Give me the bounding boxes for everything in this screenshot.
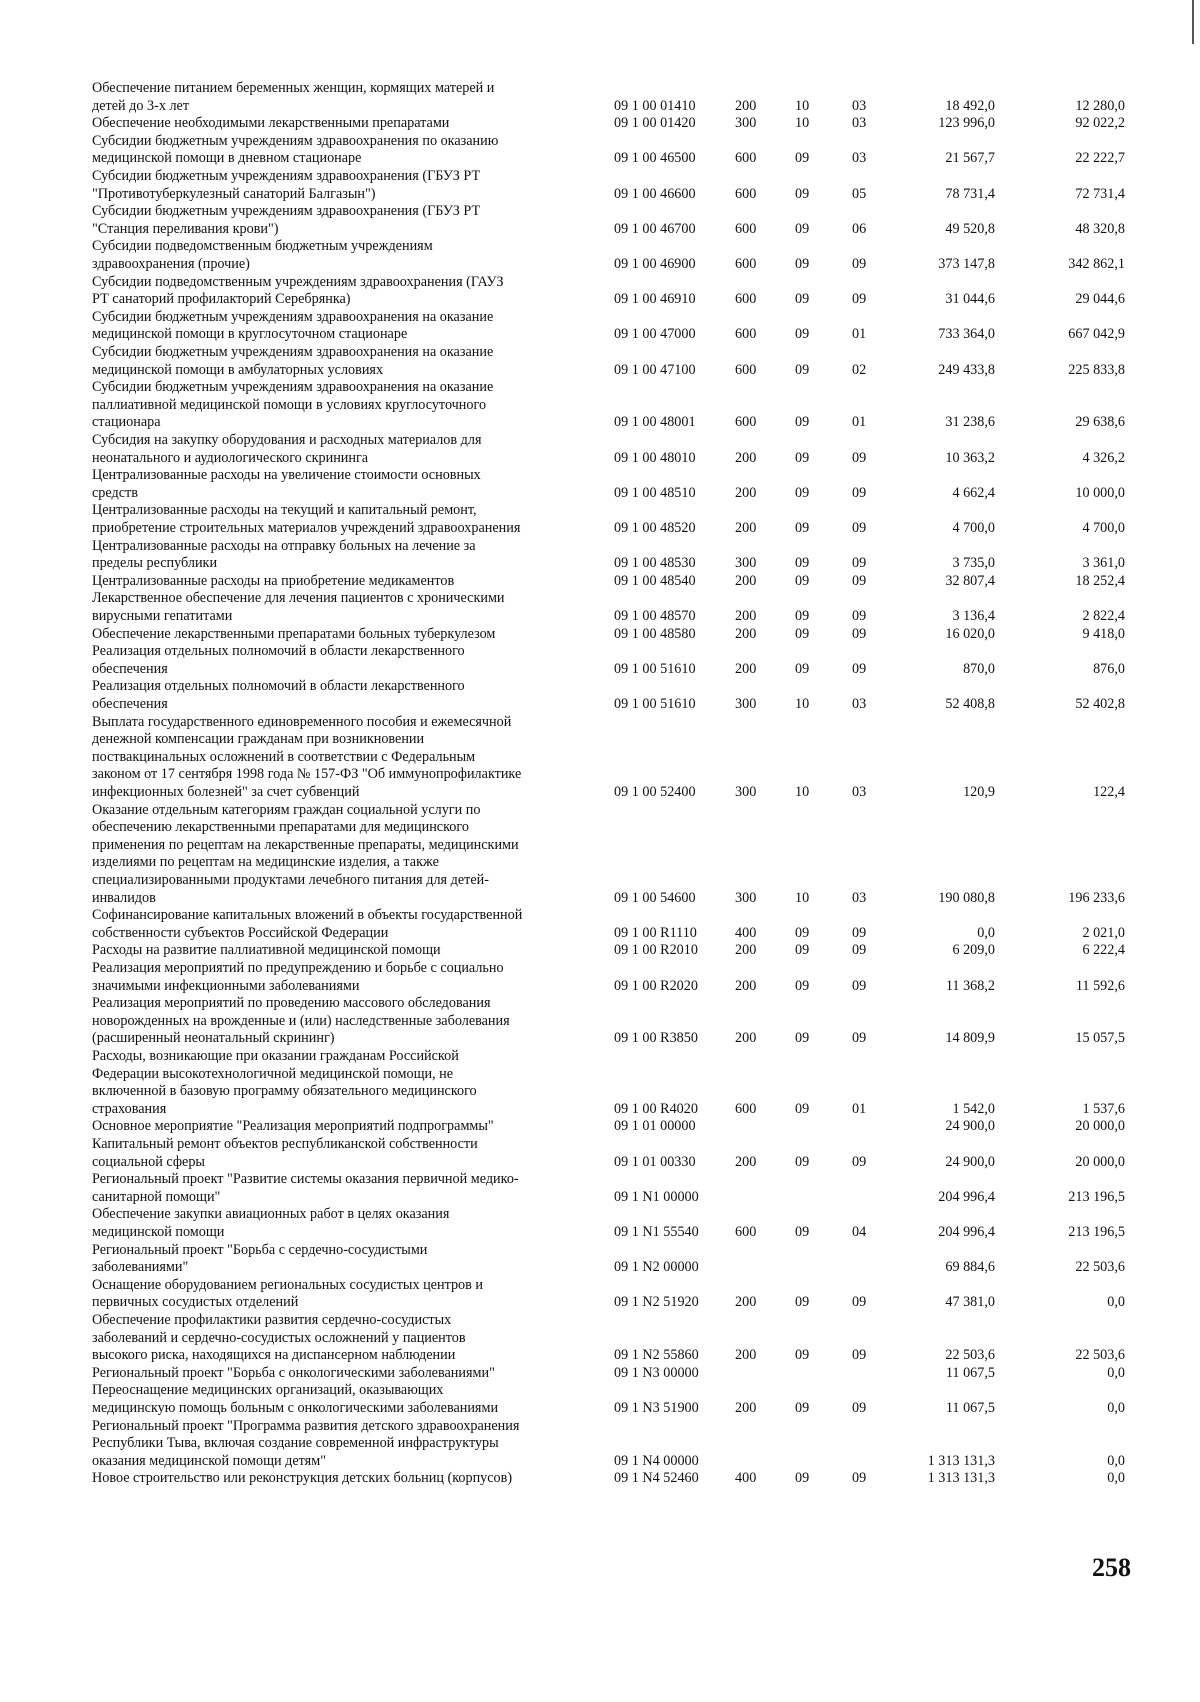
- amount-year-2: 52 402,8: [1075, 695, 1125, 712]
- table-row: [0, 1382, 1200, 1417]
- table-row: [0, 1470, 1200, 1488]
- subsection-code: 03: [852, 695, 867, 712]
- expense-type-code: 300: [735, 115, 757, 132]
- target-article-code: 09 1 00 46900: [614, 255, 696, 272]
- section-code: 10: [795, 889, 810, 906]
- target-article-code: 09 1 N4 00000: [614, 1452, 699, 1469]
- amount-year-2: 29 044,6: [1075, 291, 1125, 308]
- expense-type-code: 300: [735, 784, 757, 800]
- expense-type-code: 600: [735, 1223, 757, 1240]
- row-description: Основное мероприятие "Реализация мероприятий подпрограммы": [92, 1118, 494, 1135]
- table-row: [0, 1171, 1200, 1206]
- section-code: 09: [795, 326, 810, 343]
- table-row: [0, 1136, 1200, 1171]
- target-article-code: 09 1 00 51610: [614, 695, 696, 712]
- section-code: 09: [795, 519, 810, 536]
- target-article-code: 09 1 N4 52460: [614, 1470, 699, 1487]
- target-article-code: 09 1 00 48530: [614, 555, 696, 572]
- amount-year-1: 204 996,4: [938, 1223, 995, 1240]
- row-description: Выплата государственного единовременного пособия и ежемесячной денежной компенсации гражданам при возникновении поствакцинальных осложнений в соответствии с Федеральным законом от 17 сентября 1998 года № 157-ФЗ "Об иммунопрофилактике инфекционных болезней" за счет субвенций: [92, 713, 522, 800]
- expense-type-code: 300: [735, 555, 757, 572]
- subsection-code: 09: [852, 484, 867, 501]
- subsection-code: 09: [852, 607, 867, 624]
- amount-year-2: 213 196,5: [1068, 1223, 1125, 1240]
- row-description: Субсидии подведомственным бюджетным учреждениям здравоохранения (прочие): [92, 238, 433, 272]
- amount-year-1: 16 020,0: [945, 625, 995, 642]
- row-description: Реализация мероприятий по предупреждению и борьбе с социально значимыми инфекционными заболеваниями: [92, 960, 504, 994]
- section-code: 09: [795, 1399, 810, 1416]
- target-article-code: 09 1 00 01420: [614, 115, 696, 132]
- section-code: 09: [795, 484, 810, 501]
- table-row: [0, 502, 1200, 537]
- amount-year-1: 204 996,4: [938, 1188, 995, 1205]
- subsection-code: 09: [852, 1347, 867, 1364]
- expense-type-code: 400: [735, 924, 757, 941]
- amount-year-1: 11 067,5: [945, 1364, 995, 1381]
- amount-year-1: 373 147,8: [938, 255, 995, 272]
- target-article-code: 09 1 N3 51900: [614, 1399, 699, 1416]
- target-article-code: 09 1 00 54600: [614, 889, 696, 906]
- row-description: Централизованные расходы на текущий и капитальный ремонт, приобретение строительных материалов учреждений здравоохранения: [92, 502, 521, 536]
- amount-year-1: 10 363,2: [945, 449, 995, 466]
- amount-year-2: 2 021,0: [1082, 924, 1125, 941]
- amount-year-2: 122,4: [1093, 784, 1125, 800]
- amount-year-1: 31 044,6: [945, 291, 995, 308]
- amount-year-2: 0,0: [1107, 1294, 1125, 1311]
- target-article-code: 09 1 00 48570: [614, 607, 696, 624]
- row-description: Оснащение оборудованием региональных сосудистых центров и первичных сосудистых отделений: [92, 1276, 483, 1311]
- amount-year-2: 342 862,1: [1068, 255, 1125, 272]
- amount-year-1: 21 567,7: [945, 150, 995, 167]
- table-row: [0, 1242, 1200, 1277]
- section-code: 09: [795, 220, 810, 237]
- section-code: 09: [795, 1223, 810, 1240]
- amount-year-1: 22 503,6: [945, 1347, 995, 1364]
- subsection-code: 09: [852, 942, 867, 959]
- amount-year-1: 3 136,4: [952, 607, 995, 624]
- amount-year-1: 1 313 131,3: [927, 1470, 995, 1487]
- row-description: Расходы, возникающие при оказании гражданам Российской Федерации высокотехнологичной медицинской помощи, не включенной в базовую программу обязательного медицинского страхования: [92, 1048, 477, 1117]
- amount-year-1: 4 700,0: [952, 519, 995, 536]
- expense-type-code: 600: [735, 326, 757, 343]
- subsection-code: 09: [852, 519, 867, 536]
- amount-year-2: 18 252,4: [1075, 572, 1125, 589]
- expense-type-code: 200: [735, 97, 757, 114]
- amount-year-2: 11 592,6: [1075, 977, 1125, 994]
- table-row: [0, 995, 1200, 1048]
- table-row: [0, 80, 1200, 115]
- amount-year-2: 72 731,4: [1075, 185, 1125, 202]
- row-description: Новое строительство или реконструкция детских больниц (корпусов): [92, 1470, 513, 1487]
- amount-year-1: 47 381,0: [945, 1294, 995, 1311]
- subsection-code: 09: [852, 555, 867, 572]
- row-description: Субсидия на закупку оборудования и расходных материалов для неонатального и аудиологического скрининга: [92, 432, 482, 466]
- row-description: Централизованные расходы на увеличение стоимости основных средств: [92, 467, 481, 501]
- target-article-code: 09 1 N2 51920: [614, 1294, 699, 1311]
- subsection-code: 09: [852, 291, 867, 308]
- table-row: [0, 274, 1200, 309]
- table-row: [0, 626, 1200, 644]
- table-row: [0, 960, 1200, 995]
- expense-type-code: 300: [735, 695, 757, 712]
- subsection-code: 03: [852, 115, 867, 132]
- amount-year-2: 15 057,5: [1075, 1030, 1125, 1047]
- amount-year-2: 20 000,0: [1075, 1153, 1125, 1170]
- table-row: [0, 1048, 1200, 1118]
- subsection-code: 09: [852, 1030, 867, 1047]
- table-row: [0, 115, 1200, 133]
- amount-year-2: 92 022,2: [1075, 115, 1125, 132]
- subsection-code: 09: [852, 1153, 867, 1170]
- amount-year-1: 31 238,6: [945, 414, 995, 431]
- section-code: 09: [795, 942, 810, 959]
- target-article-code: 09 1 00 48010: [614, 449, 696, 466]
- amount-year-2: 225 833,8: [1068, 361, 1125, 378]
- amount-year-1: 4 662,4: [952, 484, 995, 501]
- amount-year-2: 0,0: [1107, 1364, 1125, 1381]
- target-article-code: 09 1 N2 55860: [614, 1347, 699, 1364]
- row-description: Субсидии бюджетным учреждениям здравоохранения (ГБУЗ РТ "Противотуберкулезный санаторий Балгазын"): [92, 168, 481, 202]
- amount-year-1: 123 996,0: [938, 115, 995, 132]
- target-article-code: 09 1 00 48510: [614, 484, 696, 501]
- section-code: 09: [795, 414, 810, 431]
- section-code: 09: [795, 660, 810, 677]
- target-article-code: 09 1 00 52400: [614, 784, 696, 800]
- target-article-code: 09 1 00 48540: [614, 572, 696, 589]
- target-article-code: 09 1 00 47000: [614, 326, 696, 343]
- expense-type-code: 200: [735, 449, 757, 466]
- table-row: [0, 714, 1200, 802]
- subsection-code: 09: [852, 572, 867, 589]
- expense-type-code: 600: [735, 185, 757, 202]
- row-description: Переоснащение медицинских организаций, оказывающих медицинскую помощь больным с онкологическими заболеваниями: [92, 1382, 499, 1416]
- target-article-code: 09 1 00 R2010: [614, 942, 698, 959]
- amount-year-1: 870,0: [963, 660, 995, 677]
- table-row: [0, 1312, 1200, 1365]
- expense-type-code: 600: [735, 150, 757, 167]
- section-code: 09: [795, 625, 810, 642]
- subsection-code: 03: [852, 784, 867, 800]
- expense-type-code: 200: [735, 1399, 757, 1416]
- section-code: 09: [795, 1100, 810, 1117]
- table-row: [0, 643, 1200, 678]
- scan-edge-mark: [1192, 0, 1194, 44]
- row-description: Региональный проект "Программа развития детского здравоохранения Республики Тыва, включая создание современной инфраструктуры оказания медицинской помощи детям": [92, 1417, 520, 1469]
- amount-year-1: 52 408,8: [945, 695, 995, 712]
- target-article-code: 09 1 00 48580: [614, 625, 696, 642]
- section-code: 09: [795, 1030, 810, 1047]
- amount-year-1: 69 884,6: [945, 1259, 995, 1276]
- row-description: Оказание отдельным категориям граждан социальной услуги по обеспечению лекарственными препаратами для медицинского применения по рецептам на лекарственные препараты, медицинскими изделиями по рецептам на медицинские изделия, а также специализированными продуктами лечебного питания для детей- инвалидов: [92, 801, 519, 906]
- table-row: [0, 1118, 1200, 1136]
- section-code: 09: [795, 361, 810, 378]
- row-description: Реализация отдельных полномочий в области лекарственного обеспечения: [92, 678, 465, 712]
- section-code: 09: [795, 607, 810, 624]
- table-row: [0, 1418, 1200, 1471]
- amount-year-1: 49 520,8: [945, 220, 995, 237]
- amount-year-2: 48 320,8: [1075, 220, 1125, 237]
- target-article-code: 09 1 00 46910: [614, 291, 696, 308]
- amount-year-2: 876,0: [1093, 660, 1125, 677]
- subsection-code: 09: [852, 660, 867, 677]
- row-description: Реализация отдельных полномочий в области лекарственного обеспечения: [92, 643, 465, 677]
- target-article-code: 09 1 01 00000: [614, 1118, 696, 1135]
- target-article-code: 09 1 N1 55540: [614, 1223, 699, 1240]
- section-code: 09: [795, 150, 810, 167]
- table-row: [0, 467, 1200, 502]
- amount-year-1: 190 080,8: [938, 889, 995, 906]
- section-code: 09: [795, 1470, 810, 1487]
- amount-year-2: 29 638,6: [1075, 414, 1125, 431]
- target-article-code: 09 1 00 R3850: [614, 1030, 698, 1047]
- section-code: 09: [795, 572, 810, 589]
- page-number: 258: [1092, 1553, 1131, 1582]
- subsection-code: 09: [852, 449, 867, 466]
- target-article-code: 09 1 00 51610: [614, 660, 696, 677]
- table-row: [0, 344, 1200, 379]
- section-code: 09: [795, 1347, 810, 1364]
- amount-year-2: 22 503,6: [1075, 1259, 1125, 1276]
- table-row: [0, 168, 1200, 203]
- section-code: 10: [795, 97, 810, 114]
- row-description: Региональный проект "Борьба с сердечно-сосудистыми заболеваниями": [92, 1241, 428, 1276]
- expense-type-code: 200: [735, 484, 757, 501]
- amount-year-2: 1 537,6: [1082, 1100, 1125, 1117]
- subsection-code: 04: [852, 1223, 867, 1240]
- table-row: [0, 1206, 1200, 1241]
- amount-year-1: 120,9: [963, 784, 995, 800]
- row-description: Обеспечение лекарственными препаратами больных туберкулезом: [92, 625, 496, 642]
- row-description: Софинансирование капитальных вложений в объекты государственной собственности субъектов Российской Федерации: [92, 907, 523, 941]
- table-row: [0, 942, 1200, 960]
- target-article-code: 09 1 00 48520: [614, 519, 696, 536]
- expense-type-code: 600: [735, 414, 757, 431]
- table-row: [0, 379, 1200, 432]
- amount-year-2: 12 280,0: [1075, 97, 1125, 114]
- target-article-code: 09 1 N3 00000: [614, 1364, 699, 1381]
- table-row: [0, 678, 1200, 713]
- row-description: Субсидии подведомственным учреждениям здравоохранения (ГАУЗ РТ санаторий профилакторий Серебрянка): [92, 273, 504, 308]
- expense-type-code: 200: [735, 660, 757, 677]
- expense-type-code: 600: [735, 1100, 757, 1117]
- amount-year-2: 22 503,6: [1075, 1347, 1125, 1364]
- row-description: Обеспечение питанием беременных женщин, кормящих матерей и детей до 3-х лет: [92, 80, 495, 114]
- amount-year-2: 20 000,0: [1075, 1118, 1125, 1135]
- row-description: Централизованные расходы на приобретение медикаментов: [92, 572, 455, 589]
- expense-type-code: 400: [735, 1470, 757, 1487]
- amount-year-2: 196 233,6: [1068, 889, 1125, 906]
- amount-year-2: 6 222,4: [1082, 942, 1125, 959]
- row-description: Субсидии бюджетным учреждениям здравоохранения (ГБУЗ РТ "Станция переливания крови"): [92, 203, 481, 237]
- target-article-code: 09 1 N1 00000: [614, 1188, 699, 1205]
- subsection-code: 03: [852, 889, 867, 906]
- amount-year-1: 24 900,0: [945, 1153, 995, 1170]
- subsection-code: 09: [852, 625, 867, 642]
- target-article-code: 09 1 00 48001: [614, 414, 696, 431]
- subsection-code: 09: [852, 255, 867, 272]
- amount-year-1: 24 900,0: [945, 1118, 995, 1135]
- row-description: Централизованные расходы на отправку больных на лечение за пределы республики: [92, 537, 476, 572]
- amount-year-1: 733 364,0: [938, 326, 995, 343]
- amount-year-2: 0,0: [1107, 1399, 1125, 1416]
- amount-year-1: 18 492,0: [945, 97, 995, 114]
- amount-year-2: 4 326,2: [1082, 449, 1125, 466]
- amount-year-1: 11 067,5: [945, 1399, 995, 1416]
- subsection-code: 02: [852, 361, 867, 378]
- expense-type-code: 200: [735, 607, 757, 624]
- amount-year-1: 6 209,0: [952, 942, 995, 959]
- amount-year-1: 14 809,9: [945, 1030, 995, 1047]
- row-description: Субсидии бюджетным учреждениям здравоохранения по оказанию медицинской помощи в дневном стационаре: [92, 132, 499, 167]
- subsection-code: 09: [852, 1294, 867, 1311]
- table-row: [0, 238, 1200, 273]
- amount-year-2: 10 000,0: [1075, 484, 1125, 501]
- expense-type-code: 300: [735, 889, 757, 906]
- section-code: 09: [795, 1153, 810, 1170]
- amount-year-2: 9 418,0: [1082, 625, 1125, 642]
- table-row: [0, 538, 1200, 573]
- section-code: 09: [795, 924, 810, 941]
- target-article-code: 09 1 00 01410: [614, 97, 696, 114]
- expense-type-code: 600: [735, 255, 757, 272]
- table-row: [0, 1365, 1200, 1383]
- section-code: 09: [795, 449, 810, 466]
- subsection-code: 05: [852, 185, 867, 202]
- subsection-code: 01: [852, 326, 867, 343]
- amount-year-2: 22 222,7: [1075, 150, 1125, 167]
- section-code: 09: [795, 977, 810, 994]
- subsection-code: 09: [852, 977, 867, 994]
- section-code: 09: [795, 291, 810, 308]
- subsection-code: 03: [852, 97, 867, 114]
- subsection-code: 01: [852, 1100, 867, 1117]
- row-description: Субсидии бюджетным учреждениям здравоохранения на оказание паллиативной медицинской помощи в условиях круглосуточного стационара: [92, 379, 494, 431]
- row-description: Обеспечение профилактики развития сердечно-сосудистых заболеваний и сердечно-сосудистых осложнений у пациентов высокого риска, находящихся на диспансерном наблюдении: [92, 1312, 466, 1364]
- subsection-code: 09: [852, 1470, 867, 1487]
- row-description: Обеспечение необходимыми лекарственными препаратами: [92, 115, 450, 132]
- target-article-code: 09 1 00 46600: [614, 185, 696, 202]
- row-description: Реализация мероприятий по проведению массового обследования новорожденных на врожденные и (или) наследственные заболевания (расширенный неонатальный скрининг): [92, 995, 510, 1047]
- table-row: [0, 907, 1200, 942]
- amount-year-1: 1 313 131,3: [927, 1452, 995, 1469]
- table-row: [0, 1277, 1200, 1312]
- table-row: [0, 309, 1200, 344]
- amount-year-2: 213 196,5: [1068, 1188, 1125, 1205]
- row-description: Региональный проект "Борьба с онкологическими заболеваниями": [92, 1364, 495, 1381]
- expense-type-code: 200: [735, 625, 757, 642]
- expense-type-code: 200: [735, 1153, 757, 1170]
- row-description: Расходы на развитие паллиативной медицинской помощи: [92, 942, 441, 959]
- target-article-code: 09 1 00 47100: [614, 361, 696, 378]
- subsection-code: 01: [852, 414, 867, 431]
- section-code: 09: [795, 555, 810, 572]
- amount-year-2: 2 822,4: [1082, 607, 1125, 624]
- target-article-code: 09 1 00 46500: [614, 150, 696, 167]
- amount-year-2: 0,0: [1107, 1470, 1125, 1487]
- expense-type-code: 200: [735, 977, 757, 994]
- row-description: Субсидии бюджетным учреждениям здравоохранения на оказание медицинской помощи в круглосуточном стационаре: [92, 308, 494, 343]
- section-code: 09: [795, 185, 810, 202]
- row-description: Региональный проект "Развитие системы оказания первичной медико- санитарной помощи": [92, 1171, 519, 1205]
- amount-year-1: 0,0: [977, 924, 995, 941]
- target-article-code: 09 1 00 46700: [614, 220, 696, 237]
- amount-year-2: 0,0: [1107, 1452, 1125, 1469]
- expense-type-code: 200: [735, 1030, 757, 1047]
- row-description: Капитальный ремонт объектов республиканской собственности социальной сферы: [92, 1136, 478, 1170]
- table-row: [0, 590, 1200, 625]
- subsection-code: 09: [852, 924, 867, 941]
- table-row: [0, 133, 1200, 168]
- subsection-code: 06: [852, 220, 867, 237]
- section-code: 09: [795, 255, 810, 272]
- section-code: 09: [795, 1294, 810, 1311]
- row-description: Обеспечение закупки авиационных работ в целях оказания медицинской помощи: [92, 1206, 450, 1240]
- target-article-code: 09 1 N2 00000: [614, 1259, 699, 1276]
- row-description: Субсидии бюджетным учреждениям здравоохранения на оказание медицинской помощи в амбулаторных условиях: [92, 344, 494, 378]
- section-code: 10: [795, 784, 810, 800]
- table-row: [0, 802, 1200, 908]
- table-row: [0, 203, 1200, 238]
- target-article-code: 09 1 00 R2020: [614, 977, 698, 994]
- table-row: [0, 432, 1200, 467]
- target-article-code: 09 1 00 R4020: [614, 1100, 698, 1117]
- expense-type-code: 600: [735, 220, 757, 237]
- target-article-code: 09 1 01 00330: [614, 1153, 696, 1170]
- subsection-code: 03: [852, 150, 867, 167]
- expense-type-code: 200: [735, 519, 757, 536]
- expense-type-code: 600: [735, 361, 757, 378]
- expense-type-code: 200: [735, 572, 757, 589]
- amount-year-2: 667 042,9: [1068, 326, 1125, 343]
- amount-year-1: 78 731,4: [945, 185, 995, 202]
- section-code: 10: [795, 115, 810, 132]
- amount-year-1: 3 735,0: [952, 555, 995, 572]
- target-article-code: 09 1 00 R1110: [614, 924, 697, 941]
- amount-year-1: 11 368,2: [945, 977, 995, 994]
- amount-year-1: 1 542,0: [952, 1100, 995, 1117]
- amount-year-1: 249 433,8: [938, 361, 995, 378]
- row-description: Лекарственное обеспечение для лечения пациентов с хроническими вирусными гепатитами: [92, 590, 505, 624]
- amount-year-1: 32 807,4: [945, 572, 995, 589]
- expense-type-code: 200: [735, 1347, 757, 1364]
- table-row: [0, 573, 1200, 591]
- expense-type-code: 200: [735, 1294, 757, 1311]
- expense-type-code: 600: [735, 291, 757, 308]
- expense-type-code: 200: [735, 942, 757, 959]
- amount-year-2: 4 700,0: [1082, 519, 1125, 536]
- subsection-code: 09: [852, 1399, 867, 1416]
- amount-year-2: 3 361,0: [1082, 555, 1125, 572]
- section-code: 10: [795, 695, 810, 712]
